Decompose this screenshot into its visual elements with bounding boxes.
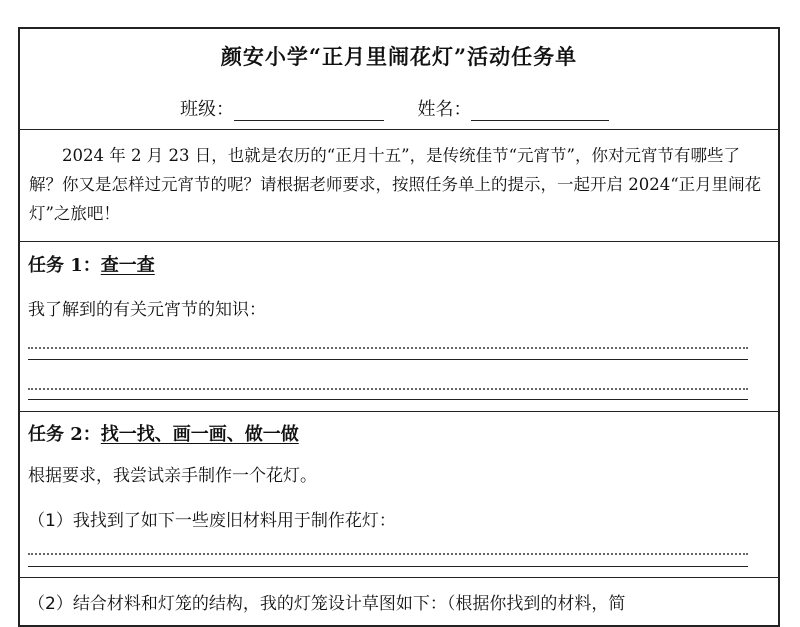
task1-title: 查一查 bbox=[100, 255, 155, 276]
task2-heading bbox=[28, 420, 299, 446]
task2-prompt: 根据要求，我尝试亲手制作一个花灯。 bbox=[28, 466, 317, 486]
task1-answer-line-1[interactable] bbox=[28, 359, 748, 360]
divider-task2-step1 bbox=[20, 577, 778, 578]
divider-header bbox=[20, 129, 778, 130]
divider-task1 bbox=[20, 411, 778, 412]
task2-step1: （1）我找到了如下一些废旧材料用于制作花灯： bbox=[28, 511, 396, 531]
task1-label: 任务 1： bbox=[28, 255, 101, 276]
task2-answer-line[interactable] bbox=[28, 566, 748, 567]
name-label: 姓名： bbox=[417, 99, 472, 120]
task1-prompt: 我了解到的有关元宵节的知识： bbox=[28, 300, 266, 320]
worksheet bbox=[18, 27, 780, 627]
divider-intro bbox=[20, 241, 778, 242]
name-blank[interactable] bbox=[471, 102, 609, 121]
task2-step2: （2）结合材料和灯笼的结构，我的灯笼设计草图如下：（根据你找到的材料，简 bbox=[28, 594, 626, 614]
task2-label: 任务 2： bbox=[28, 424, 101, 445]
task2-title: 找一找、画一画、做一做 bbox=[100, 424, 299, 445]
worksheet-title: 颜安小学“正月里闹花灯”活动任务单 bbox=[220, 44, 578, 69]
class-name-line bbox=[180, 95, 609, 121]
task1-heading bbox=[28, 251, 155, 277]
task2-answer-dots bbox=[28, 553, 748, 555]
task1-answer-dots-1 bbox=[28, 347, 748, 349]
class-blank[interactable] bbox=[234, 102, 384, 121]
intro-paragraph: 2024 年 2 月 23 日，也就是农历的“正月十五”，是传统佳节“元宵节”，你对元宵节有哪些了解？你又是怎样过元宵节的呢？请根据老师要求，按照任务单上的提示，一起开启 2024“正月里闹花灯”之旅吧！ bbox=[29, 146, 762, 223]
task1-answer-dots-2 bbox=[28, 388, 748, 390]
task1-answer-line-2[interactable] bbox=[28, 399, 748, 400]
class-label: 班级： bbox=[180, 99, 234, 120]
